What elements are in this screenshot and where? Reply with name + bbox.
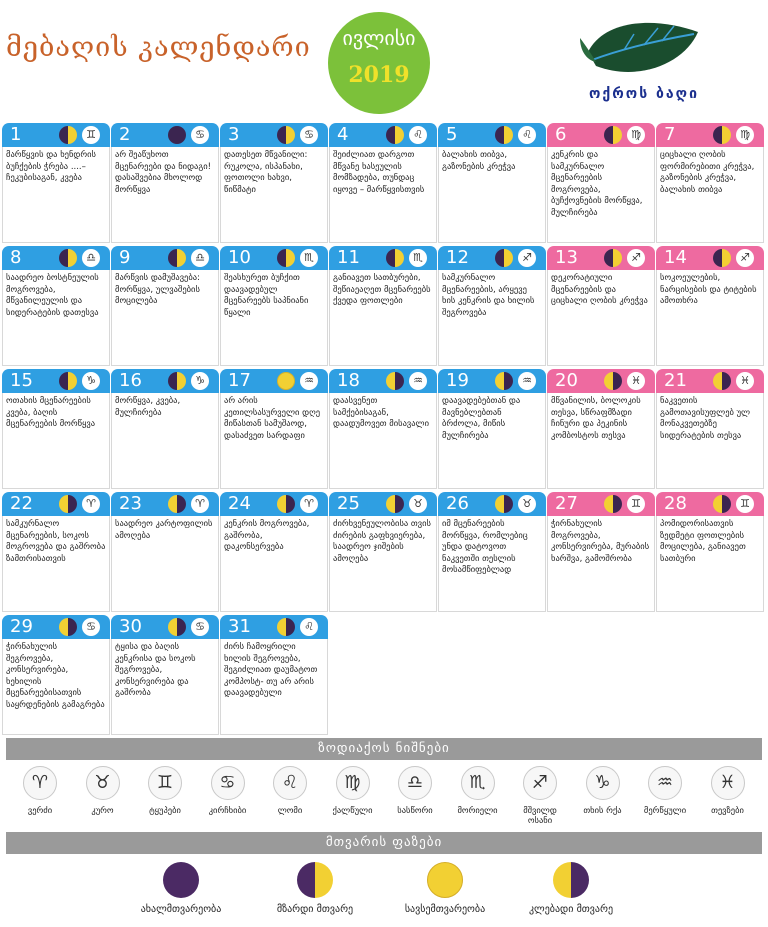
day-number: 26 bbox=[446, 493, 469, 514]
zodiac-label: ქალწული bbox=[332, 806, 373, 816]
day-advice: დაასვენეთ სამქებისაგან, დაადუმოვეთ მისავალი bbox=[329, 393, 437, 489]
day-header bbox=[111, 246, 219, 270]
day-advice: კენკრის მოგროვება, გაშრობა, დაკონსერვება bbox=[220, 516, 328, 612]
zodiac-sign-icon: ♊ bbox=[627, 495, 645, 513]
day-header bbox=[329, 369, 437, 393]
day-cell bbox=[547, 492, 655, 612]
day-cell bbox=[2, 492, 110, 612]
day-number: 10 bbox=[228, 247, 251, 268]
day-header bbox=[438, 369, 546, 393]
moon-phase-label: მზარდი მთვარე bbox=[276, 904, 354, 915]
zodiac-label: კირჩხიბი bbox=[208, 806, 247, 816]
day-cell bbox=[220, 246, 328, 366]
day-number: 1 bbox=[10, 124, 22, 145]
day-cell bbox=[438, 369, 546, 489]
day-advice: ძირხვენეულობისა თვის ძირების გაფხვიერება, საადრეო ჯიშების ამოღება bbox=[329, 516, 437, 612]
zodiac-symbol-icon: ♈ bbox=[23, 766, 57, 800]
day-header bbox=[547, 246, 655, 270]
day-advice: განიავეთ სათბურები, შეწიაეაღეთ მცენარეებს ქვედა ფოთლები bbox=[329, 270, 437, 366]
moon-phase-icon bbox=[168, 126, 186, 144]
zodiac-label: ლომი bbox=[277, 806, 303, 816]
day-header bbox=[111, 615, 219, 639]
moon-phase-icon bbox=[277, 126, 295, 144]
day-advice: მარწვის დამუშავება: მორწყვა, ულვაშების მოცილება bbox=[111, 270, 219, 366]
day-advice: დათესეთ მწვანილი: რუკოლა, ისპანახი, ფოთოლი ხახვი, წიწმატი bbox=[220, 147, 328, 243]
day-advice: ტყისა და ბაღის კენკრისა და სოკოს შეგროვება, კონსერვირება და გაშრობა bbox=[111, 639, 219, 735]
zodiac-sign-icon: ♏ bbox=[300, 249, 318, 267]
day-cell bbox=[2, 615, 110, 735]
day-header bbox=[438, 492, 546, 516]
zodiac-label: მერწყული bbox=[643, 806, 687, 816]
zodiac-sign-icon: ♑ bbox=[191, 372, 209, 390]
moon-phase-icon bbox=[713, 249, 731, 267]
day-cell bbox=[438, 123, 546, 243]
day-header bbox=[547, 123, 655, 147]
day-header bbox=[329, 246, 437, 270]
zodiac-legend-item bbox=[198, 766, 258, 816]
zodiac-sign-icon: ♏ bbox=[409, 249, 427, 267]
moon-phase-icon bbox=[604, 372, 622, 390]
day-number: 8 bbox=[10, 247, 22, 268]
day-number: 6 bbox=[555, 124, 567, 145]
moon-phase-icon bbox=[386, 126, 404, 144]
zodiac-symbol-icon: ♐ bbox=[523, 766, 557, 800]
day-advice: დეკორატიული მცენარეების და ციცხალი ღობის კრეჭვა bbox=[547, 270, 655, 366]
day-advice: შეიძლიათ დარგოთ მწვანე ხასეულის მომზადება, თუნდაც იყოვე – მარწყვისთვის bbox=[329, 147, 437, 243]
day-cell bbox=[438, 246, 546, 366]
day-advice: ნაკვეთის გამოთავისუფლებ ულ მონაკვეთებზე სიდერატების თესვა bbox=[656, 393, 764, 489]
day-advice: პომიდორისათვის ზედმეტი ფოთლების მოცილება, განიავეთ სათბური bbox=[656, 516, 764, 612]
day-advice: საადრეო ბოსტნეულის მოგროვება, მწვანილეულის და სიდერატების დათესვა bbox=[2, 270, 110, 366]
day-number: 7 bbox=[664, 124, 676, 145]
day-header bbox=[220, 123, 328, 147]
day-cell bbox=[220, 615, 328, 735]
zodiac-sign-icon: ♐ bbox=[736, 249, 754, 267]
day-number: 11 bbox=[337, 247, 360, 268]
zodiac-sign-icon: ♋ bbox=[300, 126, 318, 144]
zodiac-legend-item bbox=[323, 766, 383, 816]
day-header bbox=[2, 246, 110, 270]
zodiac-symbol-icon: ♌ bbox=[273, 766, 307, 800]
moon-phase-icon bbox=[553, 862, 589, 898]
moon-phase-legend-item bbox=[380, 862, 510, 915]
day-header bbox=[220, 246, 328, 270]
page-title: მებაღის კალენდარი bbox=[6, 32, 311, 63]
moon-phase-icon bbox=[277, 495, 295, 513]
moon-phase-icon bbox=[297, 862, 333, 898]
logo bbox=[566, 4, 722, 110]
moon-phase-label: ახალმთვარეობა bbox=[140, 904, 222, 915]
day-header bbox=[2, 369, 110, 393]
logo-text: ოქროს ბაღი bbox=[589, 86, 699, 102]
day-header bbox=[2, 492, 110, 516]
zodiac-label: ტყუპები bbox=[149, 806, 181, 816]
day-number: 25 bbox=[337, 493, 360, 514]
day-cell bbox=[111, 615, 219, 735]
day-advice: ოთახის მცენარეების კვება, ბაღის მცენარეების მორწყვა bbox=[2, 393, 110, 489]
zodiac-sign-icon: ♍ bbox=[736, 126, 754, 144]
zodiac-legend-item bbox=[385, 766, 445, 816]
moon-phase-icon bbox=[604, 126, 622, 144]
zodiac-symbol-icon: ♓ bbox=[711, 766, 745, 800]
day-cell bbox=[547, 123, 655, 243]
moon-phase-icon bbox=[386, 249, 404, 267]
day-number: 30 bbox=[119, 616, 142, 637]
zodiac-label: თევზები bbox=[711, 806, 744, 816]
zodiac-sign-icon: ♋ bbox=[191, 126, 209, 144]
day-number: 21 bbox=[664, 370, 687, 391]
day-number: 14 bbox=[664, 247, 687, 268]
day-header bbox=[438, 123, 546, 147]
zodiac-symbol-icon: ♋ bbox=[211, 766, 245, 800]
day-number: 3 bbox=[228, 124, 240, 145]
phases-title: მთვარის ფაზები bbox=[6, 832, 762, 854]
zodiac-label: კურო bbox=[91, 806, 114, 816]
day-cell bbox=[547, 246, 655, 366]
day-cell bbox=[547, 369, 655, 489]
day-advice: სოკოეულების, ნარცისების და ტიტების ამოთხრა bbox=[656, 270, 764, 366]
moon-phase-icon bbox=[495, 126, 513, 144]
day-header bbox=[656, 246, 764, 270]
zodiac-sign-icon: ♓ bbox=[627, 372, 645, 390]
day-cell bbox=[329, 246, 437, 366]
day-cell bbox=[438, 492, 546, 612]
zodiac-sign-icon: ♎ bbox=[82, 249, 100, 267]
day-advice: არ არის კეთილსასურველი დღე მიწასთან სამუშაოდ, დასაძვეთ სარდაფი bbox=[220, 393, 328, 489]
day-header bbox=[329, 123, 437, 147]
moon-phase-legend-item bbox=[506, 862, 636, 915]
zodiac-label: მშვილდ ოსანი bbox=[523, 806, 557, 826]
moon-phase-icon bbox=[59, 495, 77, 513]
day-cell bbox=[656, 492, 764, 612]
zodiac-sign-icon: ♓ bbox=[736, 372, 754, 390]
day-advice: დაავადებებთან და მავნებლებთან ბრძოლა, მიწის მულჩირება bbox=[438, 393, 546, 489]
day-cell bbox=[2, 246, 110, 366]
day-header bbox=[656, 492, 764, 516]
day-number: 5 bbox=[446, 124, 458, 145]
day-cell bbox=[656, 246, 764, 366]
day-header bbox=[656, 123, 764, 147]
moon-phase-icon bbox=[495, 495, 513, 513]
zodiac-sign-icon: ♍ bbox=[627, 126, 645, 144]
day-advice: სამკურნალო მცენარეების, არყევე ხის კენკრის და ხილის შეგროვება bbox=[438, 270, 546, 366]
day-header bbox=[438, 246, 546, 270]
zodiac-sign-icon: ♉ bbox=[409, 495, 427, 513]
zodiac-label: ვერძი bbox=[27, 806, 53, 816]
day-cell bbox=[329, 369, 437, 489]
day-advice: იმ მცენარეების მორწყვა, რომლებიც უნდა დატოვოთ ნაკვეთში თესლის მოსამწიფებლად bbox=[438, 516, 546, 612]
day-advice: ძირს ჩამოყრილი ხილის შეგროვება, შეგიძლიათ დაუმატოთ კომპოსტ- თუ არ არის დაავადებული bbox=[220, 639, 328, 735]
moon-phase-icon bbox=[495, 372, 513, 390]
day-number: 27 bbox=[555, 493, 578, 514]
day-advice: შეასხურეთ ბუჩქით დაავადებულ მცენარეებს საპნიანი წყალი bbox=[220, 270, 328, 366]
day-cell bbox=[656, 369, 764, 489]
day-cell bbox=[220, 123, 328, 243]
moon-phase-icon bbox=[277, 618, 295, 636]
moon-phase-icon bbox=[168, 495, 186, 513]
day-header bbox=[547, 369, 655, 393]
zodiac-legend-item bbox=[573, 766, 633, 816]
day-header bbox=[2, 615, 110, 639]
zodiac-legend bbox=[6, 766, 762, 830]
moon-phase-icon bbox=[427, 862, 463, 898]
moon-phase-icon bbox=[604, 249, 622, 267]
day-cell bbox=[111, 369, 219, 489]
day-cell bbox=[329, 492, 437, 612]
moon-phase-legend bbox=[6, 862, 762, 922]
zodiac-legend-item bbox=[73, 766, 133, 816]
zodiac-sign-icon: ♌ bbox=[409, 126, 427, 144]
zodiac-symbol-icon: ♏ bbox=[461, 766, 495, 800]
zodiac-label: მორიელი bbox=[457, 806, 498, 816]
moon-phase-icon bbox=[386, 372, 404, 390]
day-header bbox=[2, 123, 110, 147]
moon-phase-icon bbox=[386, 495, 404, 513]
day-advice: სამკურნალო მცენარეების, სოკოს მოგროვება და გაშრობა ზამთრისათვის bbox=[2, 516, 110, 612]
zodiac-label: თხის რქა bbox=[583, 806, 622, 816]
moon-phase-icon bbox=[59, 126, 77, 144]
zodiac-symbol-icon: ♑ bbox=[586, 766, 620, 800]
zodiac-legend-item bbox=[135, 766, 195, 816]
day-number: 9 bbox=[119, 247, 131, 268]
moon-phase-icon bbox=[604, 495, 622, 513]
zodiac-legend-item bbox=[635, 766, 695, 816]
zodiac-sign-icon: ♐ bbox=[518, 249, 536, 267]
zodiac-sign-icon: ♈ bbox=[82, 495, 100, 513]
day-cell bbox=[2, 369, 110, 489]
zodiac-sign-icon: ♒ bbox=[409, 372, 427, 390]
zodiac-symbol-icon: ♎ bbox=[398, 766, 432, 800]
zodiac-sign-icon: ♋ bbox=[191, 618, 209, 636]
day-number: 24 bbox=[228, 493, 251, 514]
month-badge bbox=[328, 12, 430, 114]
day-cell bbox=[656, 123, 764, 243]
zodiac-sign-icon: ♈ bbox=[300, 495, 318, 513]
zodiac-legend-item bbox=[698, 766, 758, 816]
moon-phase-icon bbox=[713, 372, 731, 390]
day-cell bbox=[2, 123, 110, 243]
day-advice: მორწყვა, კვება, მულჩირება bbox=[111, 393, 219, 489]
day-number: 12 bbox=[446, 247, 469, 268]
zodiac-symbol-icon: ♉ bbox=[86, 766, 120, 800]
day-number: 4 bbox=[337, 124, 349, 145]
moon-phase-icon bbox=[168, 618, 186, 636]
day-header bbox=[111, 123, 219, 147]
day-number: 19 bbox=[446, 370, 469, 391]
zodiac-sign-icon: ♒ bbox=[300, 372, 318, 390]
day-number: 22 bbox=[10, 493, 33, 514]
day-advice: ჭირნახულის მოგროვება, კონსერვირება, მურაბის ხარშვა, გამოშრობა bbox=[547, 516, 655, 612]
leaf-icon bbox=[574, 12, 714, 88]
moon-phase-icon bbox=[59, 372, 77, 390]
zodiac-sign-icon: ♎ bbox=[191, 249, 209, 267]
day-cell bbox=[111, 492, 219, 612]
day-number: 28 bbox=[664, 493, 687, 514]
zodiac-legend-item bbox=[448, 766, 508, 816]
day-number: 2 bbox=[119, 124, 131, 145]
zodiac-sign-icon: ♋ bbox=[82, 618, 100, 636]
zodiac-sign-icon: ♌ bbox=[300, 618, 318, 636]
zodiac-label: სასწორი bbox=[397, 806, 433, 816]
moon-phase-label: სავსემთვარეობა bbox=[404, 904, 486, 915]
day-cell bbox=[220, 492, 328, 612]
zodiac-symbol-icon: ♒ bbox=[648, 766, 682, 800]
day-advice: არ შეაწუხოთ მცენარეები და ნიდაგი! დასაშვებია მხოლოდ მორწყვა bbox=[111, 147, 219, 243]
day-number: 16 bbox=[119, 370, 142, 391]
day-header bbox=[220, 615, 328, 639]
zodiac-sign-icon: ♊ bbox=[736, 495, 754, 513]
zodiac-sign-icon: ♊ bbox=[82, 126, 100, 144]
zodiac-legend-item bbox=[510, 766, 570, 826]
day-number: 20 bbox=[555, 370, 578, 391]
zodiac-sign-icon: ♑ bbox=[82, 372, 100, 390]
day-header bbox=[111, 492, 219, 516]
month-name: ივლისი bbox=[342, 26, 416, 50]
day-number: 18 bbox=[337, 370, 360, 391]
zodiac-legend-item bbox=[10, 766, 70, 816]
month-year: 2019 bbox=[348, 62, 410, 88]
moon-phase-icon bbox=[163, 862, 199, 898]
day-header bbox=[111, 369, 219, 393]
day-advice: ციცხალი ღობის ფორმირებითი კრეჭვა, გაზონების კრეჭვა, ბალახის თიბვა bbox=[656, 147, 764, 243]
zodiac-title: ზოდიაქოს ნიშნები bbox=[6, 738, 762, 760]
day-header bbox=[220, 492, 328, 516]
day-cell bbox=[111, 246, 219, 366]
day-number: 15 bbox=[10, 370, 33, 391]
zodiac-symbol-icon: ♊ bbox=[148, 766, 182, 800]
day-advice: საადრეო კარტოფილის ამოღება bbox=[111, 516, 219, 612]
day-cell bbox=[329, 123, 437, 243]
moon-phase-icon bbox=[277, 372, 295, 390]
day-number: 17 bbox=[228, 370, 251, 391]
moon-phase-legend-item bbox=[116, 862, 246, 915]
day-number: 29 bbox=[10, 616, 33, 637]
zodiac-sign-icon: ♒ bbox=[518, 372, 536, 390]
day-header bbox=[547, 492, 655, 516]
moon-phase-icon bbox=[168, 372, 186, 390]
day-cell bbox=[111, 123, 219, 243]
day-header bbox=[656, 369, 764, 393]
day-advice: ჭირნახულის შეგროვება, კონსერვირება, ხეხილის მცენარეებისათვის საყრდენების გამაგრება bbox=[2, 639, 110, 735]
zodiac-sign-icon: ♈ bbox=[191, 495, 209, 513]
zodiac-legend-item bbox=[260, 766, 320, 816]
day-cell bbox=[220, 369, 328, 489]
moon-phase-icon bbox=[713, 495, 731, 513]
day-advice: ბალახის თიბვა, გაზონების კრეჭვა bbox=[438, 147, 546, 243]
day-advice: მწვანილის, ბოლოკის თესვა, სწრაფმზადი ჩინური და პეკინის კომბოსტოს თესვა bbox=[547, 393, 655, 489]
day-number: 31 bbox=[228, 616, 251, 637]
day-advice: მარწყვის და ხენდრის ბუჩქების ჭრება ....–ჩეკუბისაგან, კვება bbox=[2, 147, 110, 243]
zodiac-sign-icon: ♉ bbox=[518, 495, 536, 513]
moon-phase-icon bbox=[277, 249, 295, 267]
day-number: 13 bbox=[555, 247, 578, 268]
moon-phase-icon bbox=[495, 249, 513, 267]
moon-phase-legend-item bbox=[250, 862, 380, 915]
zodiac-sign-icon: ♐ bbox=[627, 249, 645, 267]
zodiac-symbol-icon: ♍ bbox=[336, 766, 370, 800]
moon-phase-icon bbox=[168, 249, 186, 267]
zodiac-sign-icon: ♌ bbox=[518, 126, 536, 144]
day-header bbox=[329, 492, 437, 516]
moon-phase-icon bbox=[59, 618, 77, 636]
moon-phase-icon bbox=[713, 126, 731, 144]
moon-phase-label: კლებადი მთვარე bbox=[528, 904, 614, 915]
day-number: 23 bbox=[119, 493, 142, 514]
day-header bbox=[220, 369, 328, 393]
moon-phase-icon bbox=[59, 249, 77, 267]
day-advice: კენკრის და სამკურნალო მცენარეების მოგროვება, ბუჩქოვნების მორწყვა, მულჩირება bbox=[547, 147, 655, 243]
